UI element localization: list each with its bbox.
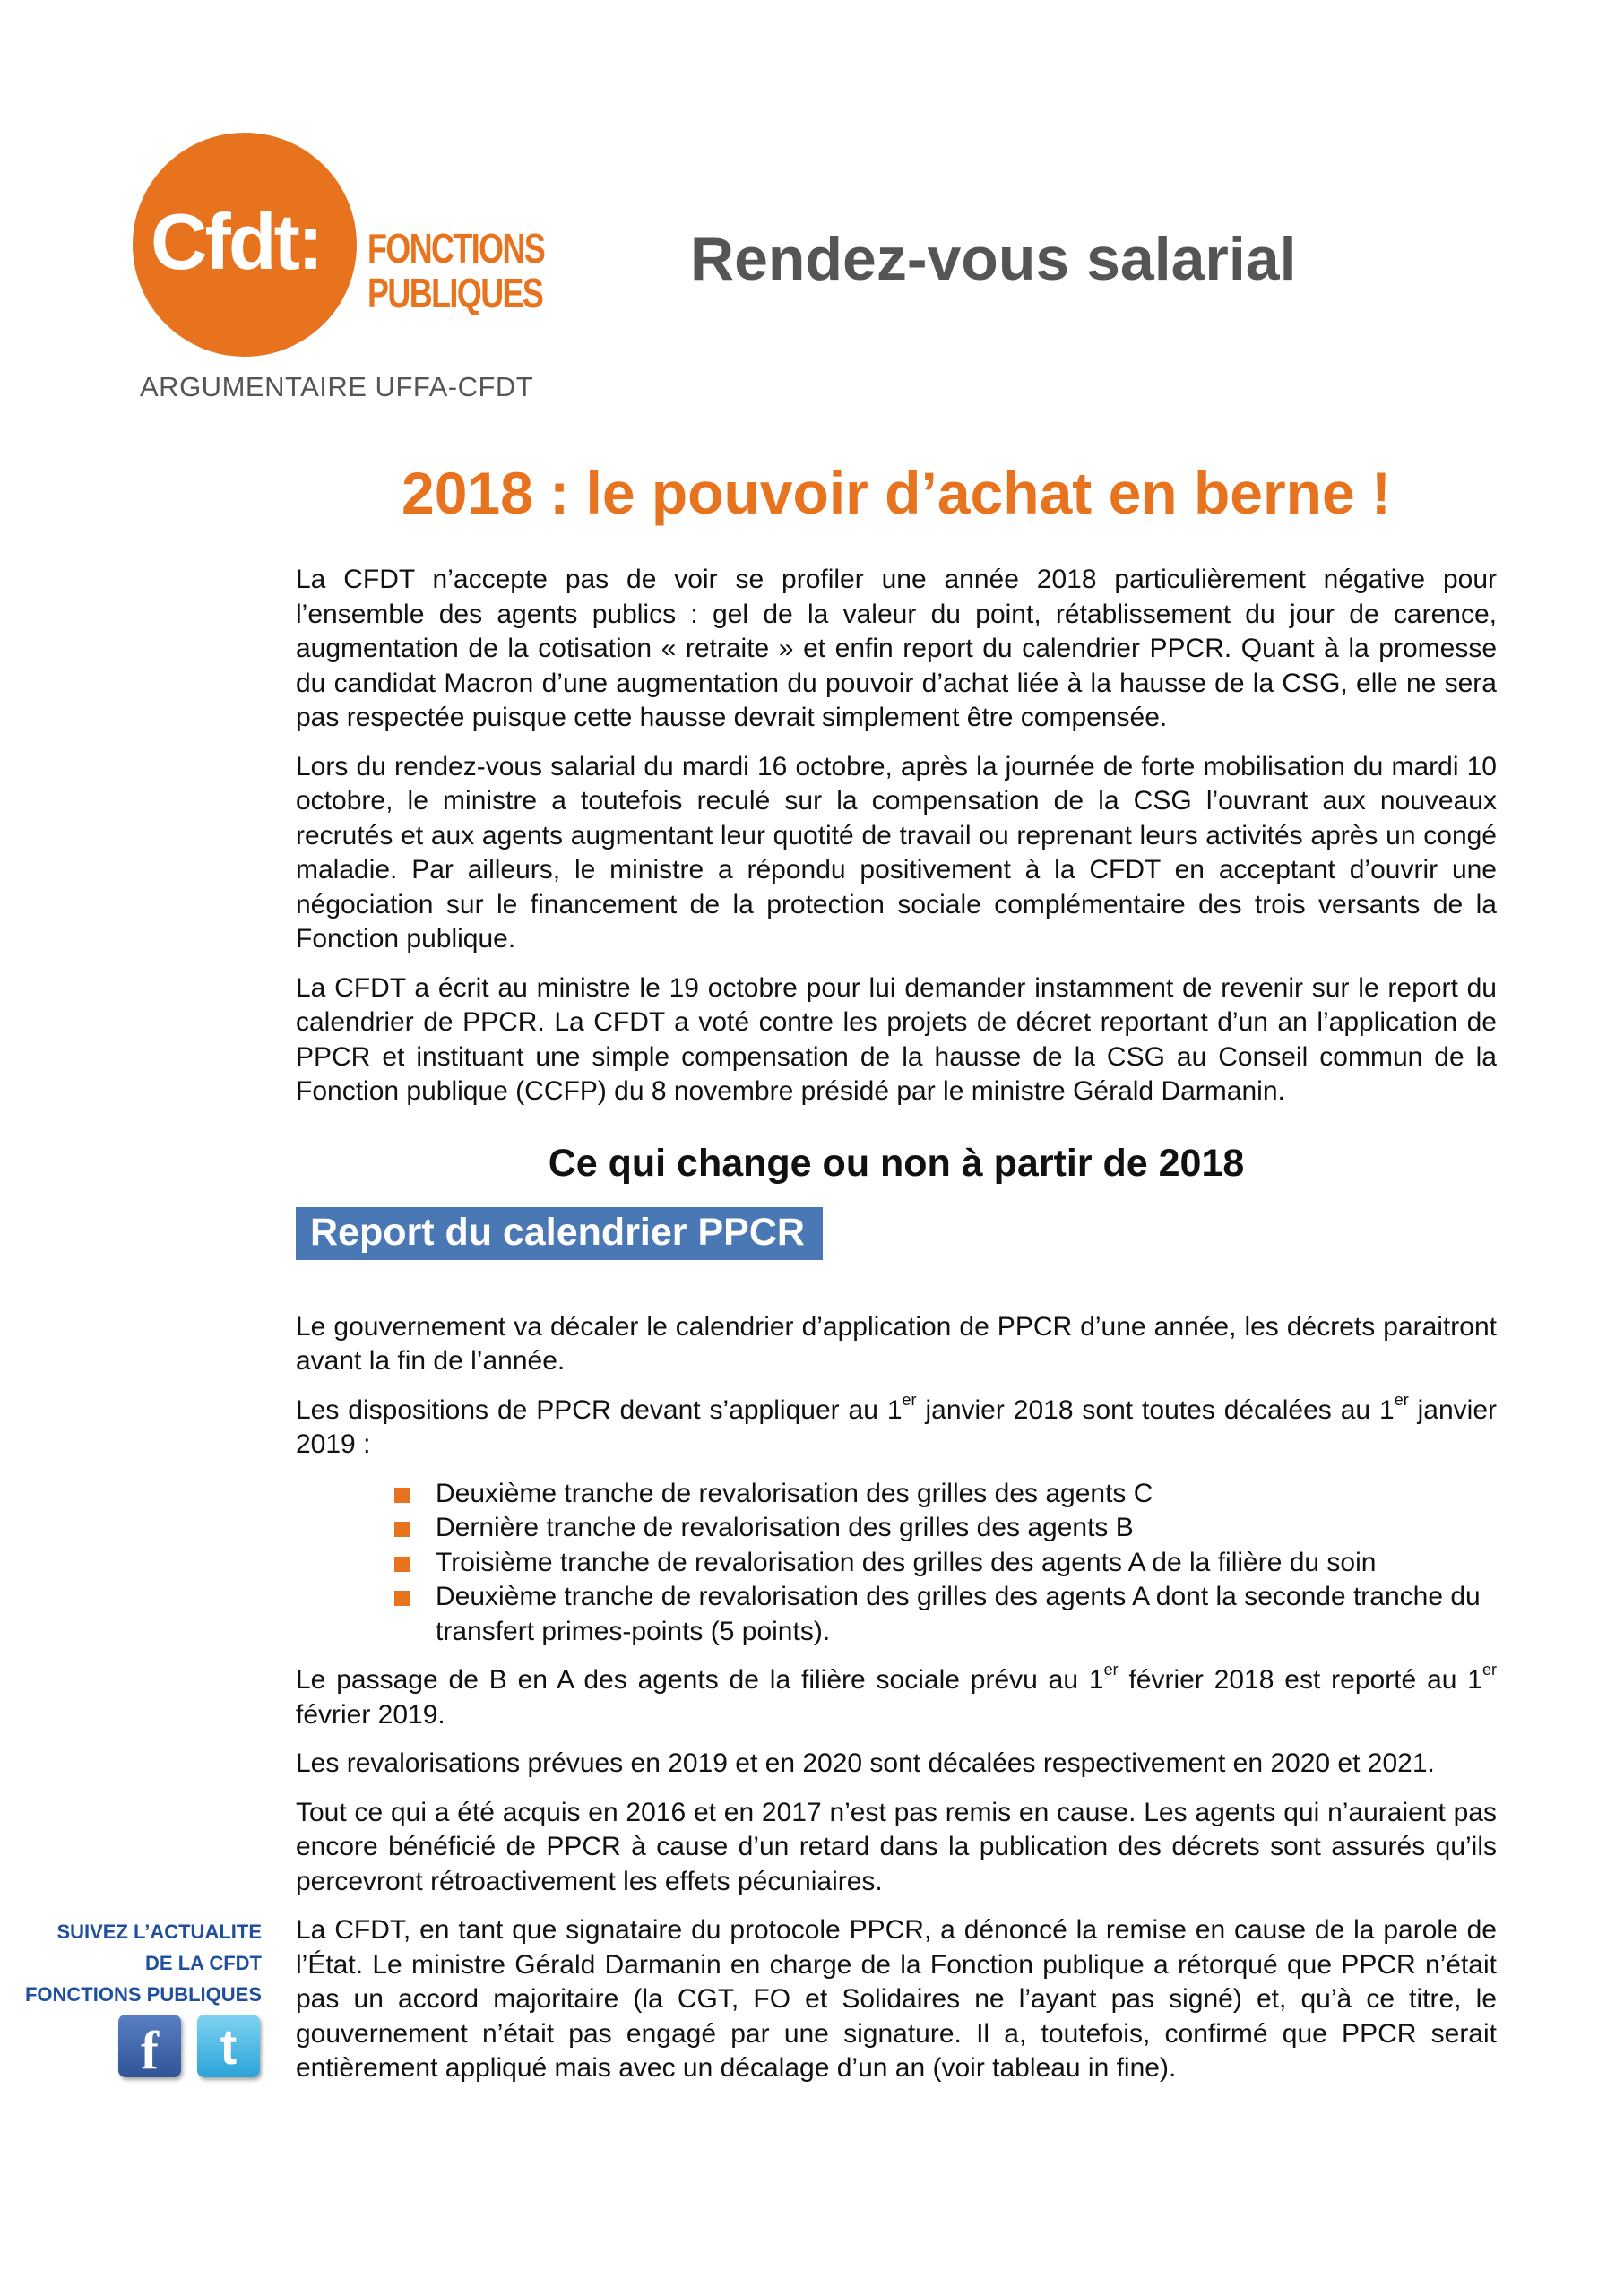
superscript: er (1481, 1661, 1497, 1679)
report-paragraph-6: La CFDT, en tant que signataire du protocole PPCR, a dénoncé la remise en cause de la parole de l’État. Le ministre Gérald Darmanin en charge de la Fonction publique a rétorqué que PPCR n’était pas un accord majoritaire (la CGT, FO et Solidaires ne l’ayant pas signé) et, qu’à ce titre, le gouvernement n’était pas engagé par une signature. Il a, toutefois, confirmé que PPCR serait entièrement appliqué mais avec un décalage d’un an (voir tableau in fine). (296, 1915, 1497, 2083)
twitter-icon[interactable]: t (197, 2015, 260, 2077)
social-links (118, 2015, 271, 2086)
superscript: er (1103, 1661, 1119, 1679)
section-title: Ce qui change ou non à partir de 2018 (548, 1141, 1245, 1185)
list-item-text: Deuxième tranche de revalorisation des grilles des agents C (436, 1478, 1153, 1508)
list-item (394, 1511, 1497, 1546)
text-segment: février 2019. (296, 1699, 445, 1730)
follow-line-2: DE LA CFDT (145, 1952, 262, 1974)
intro-paragraph-1: La CFDT n’accepte pas de voir se profiler une année 2018 particulièrement négative pour l’ensemble des agents publics : gel de la valeur du point, rétablissement du jour de carence, augmentation de la cotisation « retraite » et enfin report du calendrier PPCR. Quant à la promesse du candidat Macron d’une augmentation du pouvoir d’achat liée à la hausse de la CSG, elle ne sera pas respectée puisque cette hausse devrait simplement être compensée. (296, 565, 1497, 732)
square-bullet-icon (394, 1591, 410, 1606)
report-paragraph-2 (296, 1390, 1497, 1463)
text-segment: février 2018 est reporté au 1 (1118, 1665, 1482, 1695)
text-segment: janvier 2019 : (296, 1394, 1497, 1459)
logo-line-2: PUBLIQUES (367, 270, 543, 316)
report-paragraph-3 (296, 1663, 1497, 1732)
list-item-text: Deuxième tranche de revalorisation des grilles des agents A dont la seconde tranche du transfert primes-points (5 points). (436, 1582, 1481, 1646)
intro-paragraph-2: Lors du rendez-vous salarial du mardi 16 octobre, après la journée de forte mobilisation du mardi 10 octobre, le ministre a toutefois reculé sur la compensation de la CSG l’ouvrant aux nouveaux recrutés et aux agents augmentant leur quotité de travail ou reprenant leurs activités après un congé maladie. Par ailleurs, le ministre a répondu positivement à la CFDT en acceptant d’ouvrir une négociation sur le financement de la protection sociale complémentaire des trois versants de la Fonction publique. (296, 751, 1497, 954)
follow-line-1: SUIVEZ L’ACTUALITE (56, 1921, 262, 1943)
text-segment: Le passage de B en A des agents de la filière sociale prévu au 1 (296, 1665, 1104, 1695)
list-item-text: Troisième tranche de revalorisation des grilles des agents A de la filière du soin (436, 1547, 1377, 1577)
logo-fonctions-publiques (367, 226, 544, 315)
square-bullet-icon (394, 1522, 410, 1537)
square-bullet-icon (394, 1488, 410, 1503)
text-segment: janvier 2018 sont toutes décalées au 1 (916, 1394, 1395, 1425)
intro-paragraph-3: La CFDT a écrit au ministre le 19 octobre pour lui demander instamment de revenir sur le report du calendrier de PPCR. La CFDT a voté contre les projets de décret reportant d’un an l’application de PPCR et instituant une simple compensation de la hausse de la CSG au Conseil commun de la Fonction publique (CCFP) du 8 novembre présidé par le ministre Gérald Darmanin. (296, 972, 1497, 1106)
report-paragraph-5: Tout ce qui a été acquis en 2016 et en 2017 n’est pas remis en cause. Les agents qui n’auraient pas encore bénéficié de PPCR à cause d’un retard dans la publication des décrets sont assurés qu’ils percevront rétroactivement les effets pécuniaires. (296, 1797, 1497, 1896)
cfdt-logo (133, 133, 545, 357)
logo-line-1: FONCTIONS (367, 225, 545, 272)
square-bullet-icon (394, 1557, 410, 1572)
band-title: Report du calendrier PPCR (296, 1207, 823, 1260)
report-paragraph-4: Les revalorisations prévues en 2019 et en 2020 sont décalées respectivement en 2020 et 2021. (296, 1748, 1435, 1778)
document-body (296, 563, 1497, 2101)
facebook-icon[interactable]: f (118, 2015, 181, 2077)
list-item (394, 1580, 1497, 1649)
logo-cfdt-text: Cfdt: (151, 197, 322, 286)
header-title: Rendez-vous salarial (690, 225, 1297, 293)
follow-line-3: FONCTIONS PUBLIQUES (24, 1983, 262, 2006)
list-item (394, 1477, 1497, 1512)
superscript: er (902, 1390, 917, 1409)
text-segment: Les dispositions de PPCR devant s’appliquer au 1 (296, 1394, 903, 1425)
argumentaire-label: ARGUMENTAIRE UFFA-CFDT (140, 371, 534, 402)
report-paragraph-1: Le gouvernement va décaler le calendrier d’application de PPCR d’une année, les décrets paraitront avant la fin de l’année. (296, 1311, 1497, 1376)
list-item (394, 1546, 1497, 1581)
superscript: er (1394, 1390, 1409, 1409)
report-bullet-list (296, 1477, 1497, 1650)
main-title: 2018 : le pouvoir d’achat en berne ! (402, 460, 1391, 526)
follow-cfdt-label (18, 1916, 262, 2010)
list-item-text: Dernière tranche de revalorisation des grilles des agents B (436, 1513, 1134, 1542)
